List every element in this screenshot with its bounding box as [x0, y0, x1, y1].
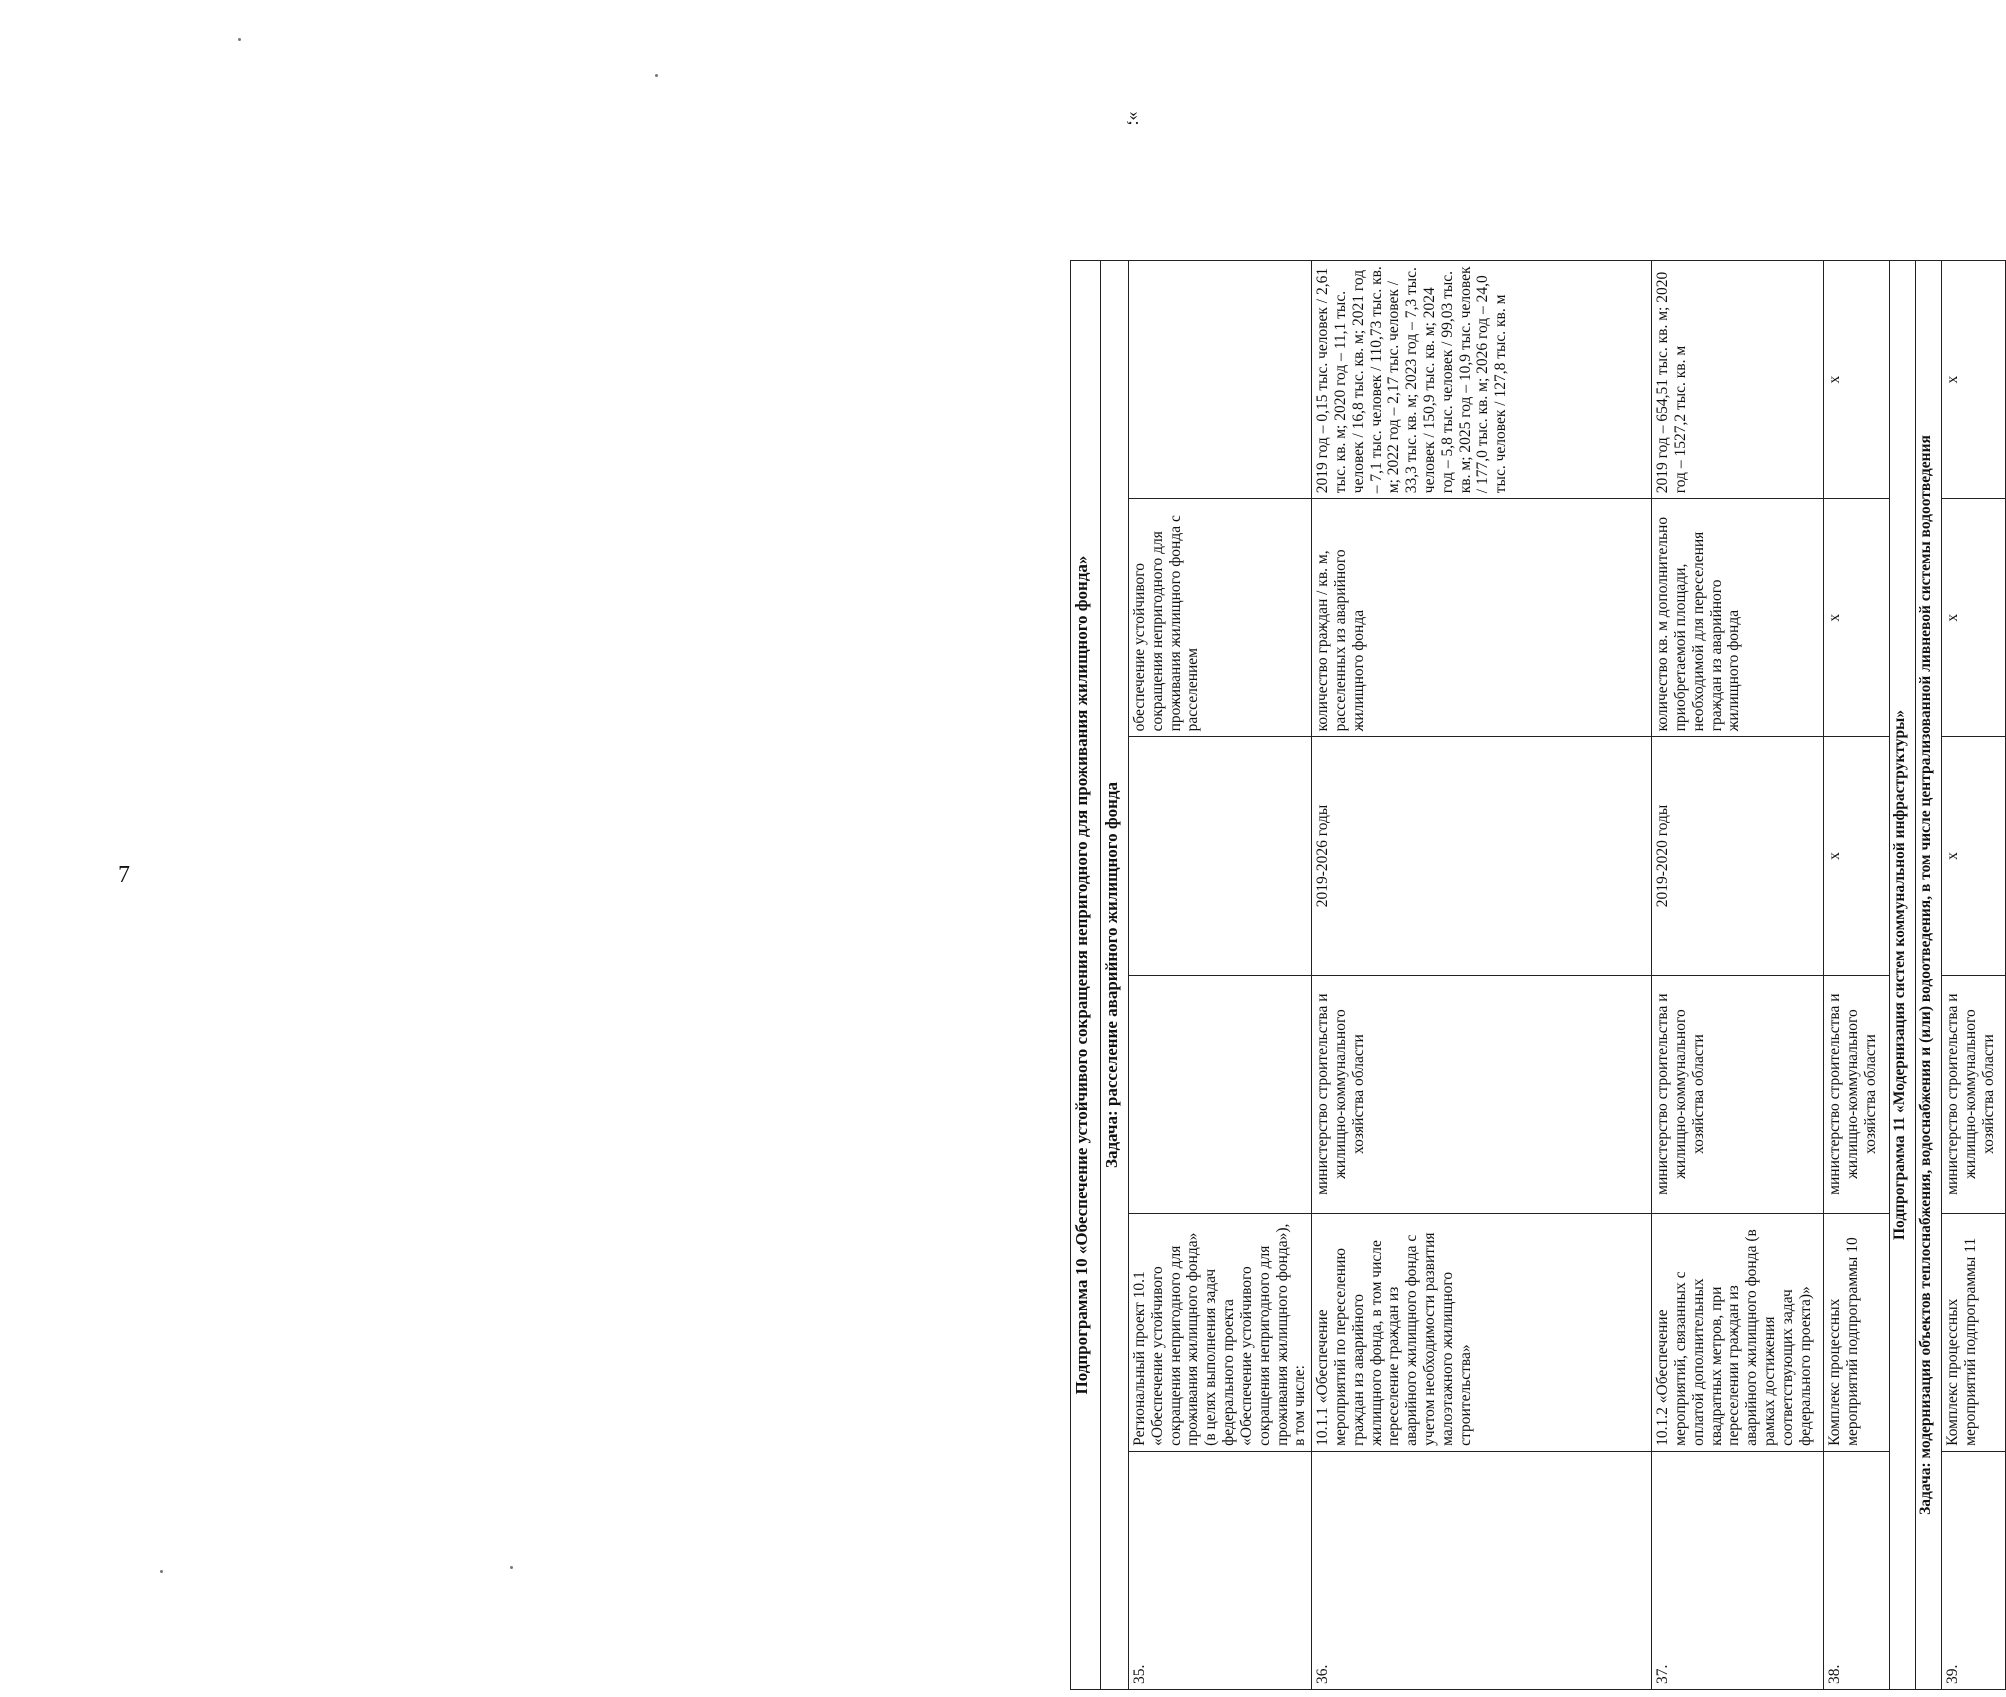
responsible-executor: министерство строительства и жилищно-коммунального хозяйства области	[1942, 975, 2006, 1213]
indicator: х	[1942, 499, 2006, 737]
scan-speck	[238, 38, 241, 41]
table-row	[1129, 261, 1312, 1690]
table-row	[1824, 261, 1890, 1690]
indicator: обеспечение устойчивого сокращения непригодного для проживания жилищного фонда с расселением	[1129, 499, 1312, 737]
responsible-executor: министерство строительства и жилищно-коммунального хозяйства области	[1652, 975, 1824, 1213]
measure-name: 10.1.1 «Обеспечение мероприятий по переселению граждан из аварийного жилищного фонда, в том числе переселение граждан из аварийного жилищного фонда с учетом необходимости развития малоэтажного жилищного строительства»	[1312, 1213, 1652, 1451]
indicator: количество кв. м дополнительно приобретаемой площади, необходимой для переселения граждан из аварийного жилищного фонда	[1652, 499, 1824, 737]
measure-name: Комплекс процессных мероприятий подпрограммы 10	[1824, 1213, 1890, 1451]
corner-mark: »;	[1125, 111, 1146, 126]
measure-name: 10.1.2 «Обеспечение мероприятий, связанных с оплатой дополнительных квадратных метров, при переселении граждан из аварийного жилищного фонда (в рамках достижения соответствующих задач федерального проекта)»	[1652, 1213, 1824, 1451]
table-row	[1942, 261, 2006, 1690]
measure-name: Региональный проект 10.1 «Обеспечение устойчивого сокращения непригодного для проживания жилищного фонда» (в целях выполнения задач федерального проекта «Обеспечение устойчивого сокращения непригодного для проживания жилищного фонда»), в том числе:	[1129, 1213, 1312, 1451]
table-row	[1312, 261, 1652, 1690]
implementation-term: х	[1824, 737, 1890, 975]
task-header-row	[1916, 261, 1942, 1690]
rotated-table-container	[1070, 260, 1997, 1690]
subprogram-10-task: Задача: расселение аварийного жилищного фонда	[1101, 261, 1129, 1690]
implementation-term: х	[1942, 737, 2006, 975]
row-number: 38.	[1824, 1451, 1890, 1689]
indicator-values	[1129, 261, 1312, 499]
scan-speck	[160, 1570, 163, 1573]
scan-speck	[655, 74, 658, 77]
subprogram-header-row	[1071, 261, 1101, 1690]
measures-table	[1070, 260, 2006, 1690]
indicator-values: х	[1824, 261, 1890, 499]
indicator-values: х	[1942, 261, 2006, 499]
page-number: 7	[118, 862, 130, 888]
row-number: 39.	[1942, 1451, 2006, 1689]
subprogram-header-row	[1890, 261, 1916, 1690]
subprogram-11-title: Подпрограмма 11 «Модернизация систем коммунальной инфраструктуры»	[1890, 261, 1916, 1690]
task-header-row	[1101, 261, 1129, 1690]
measure-name: Комплекс процессных мероприятий подпрограммы 11	[1942, 1213, 2006, 1451]
indicator-values: 2019 год – 654,51 тыс. кв. м; 2020 год – 1527,2 тыс. кв. м	[1652, 261, 1824, 499]
subprogram-11-task: Задача: модернизация объектов теплоснабжения, водоснабжения и (или) водоотведения, в том числе централизованной ливневой системы водоотведения	[1916, 261, 1942, 1690]
subprogram-10-title: Подпрограмма 10 «Обеспечение устойчивого сокращения непригодного для проживания жилищного фонда»	[1071, 261, 1101, 1690]
implementation-term: 2019-2020 годы	[1652, 737, 1824, 975]
row-number: 37.	[1652, 1451, 1824, 1689]
row-number: 35.	[1129, 1451, 1312, 1689]
table-row	[1652, 261, 1824, 1690]
indicator-values: 2019 год – 0,15 тыс. человек / 2,61 тыс. кв. м; 2020 год – 11,1 тыс. человек / 16,8 тыс. кв. м; 2021 год – 7,1 тыс. человек / 110,73 тыс. кв. м; 2022 год – 2,17 тыс. человек / 33,3 тыс. кв. м; 2023 год – 7,3 тыс. человек / 150,9 тыс. кв. м; 2024 год – 5,8 тыс. человек / 99,03 тыс. кв. м; 2025 год – 10,9 тыс. человек / 177,0 тыс. кв. м; 2026 год – 24,0 тыс. человек / 127,8 тыс. кв. м	[1312, 261, 1652, 499]
responsible-executor	[1129, 975, 1312, 1213]
row-number: 36.	[1312, 1451, 1652, 1689]
indicator: х	[1824, 499, 1890, 737]
responsible-executor: министерство строительства и жилищно-коммунального хозяйства области	[1312, 975, 1652, 1213]
responsible-executor: министерство строительства и жилищно-коммунального хозяйства области	[1824, 975, 1890, 1213]
implementation-term	[1129, 737, 1312, 975]
implementation-term: 2019-2026 годы	[1312, 737, 1652, 975]
scan-speck	[510, 1566, 513, 1569]
indicator: количество граждан / кв. м, расселенных из аварийного жилищного фонда	[1312, 499, 1652, 737]
